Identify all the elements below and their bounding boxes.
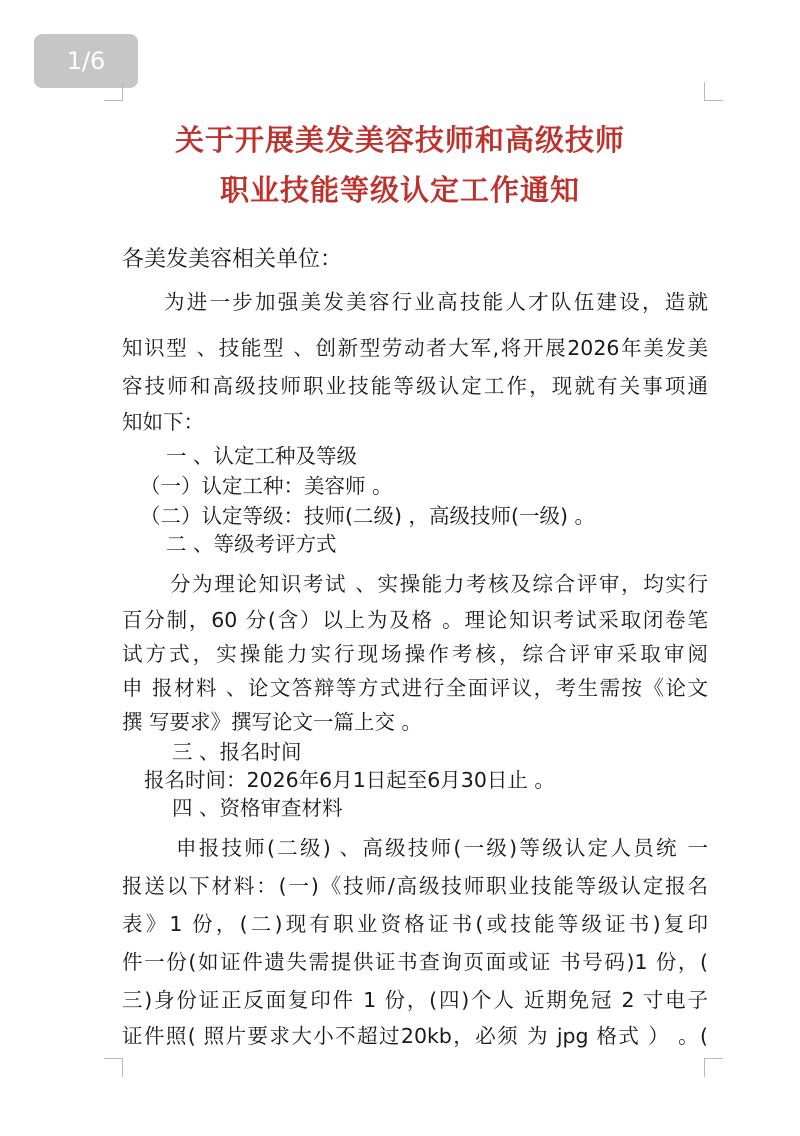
page-indicator: 1/6 (34, 34, 138, 88)
body-line: 分为理论知识考试 、实操能力考核及综合评审，均实行 (170, 572, 708, 596)
body-line: 申报技师(二级) 、高级技师(一级)等级认定人员统 一 (176, 836, 708, 860)
document-title-line-1: 关于开展美发美容技师和高级技师 (174, 123, 625, 157)
body-line: 试方式，实操能力实行现场操作考核，综合评审采取审阅 (122, 642, 708, 666)
margin-mark-bottom-right (704, 1058, 723, 1077)
document-title-line-2: 职业技能等级认定工作通知 (219, 173, 580, 207)
body-line: 件一份(如证件遗失需提供证书查询页面或证 书号码)1 份，( (122, 950, 708, 974)
body-line: 证件照( 照片要求大小不超过20kb，必须 为 jpg 格式 ） 。( (122, 1024, 708, 1048)
body-line: 为进一步加强美发美容行业高技能人才队伍建设，造就 (164, 290, 708, 314)
body-line: 报送以下材料：(一)《技师/高级技师职业技能等级认定报名 (122, 874, 708, 898)
margin-mark-bottom-left (104, 1058, 123, 1077)
body-line: 知如下： (122, 410, 204, 434)
body-line: （二）认定等级：技师(二级) ，高级技师(一级) 。 (140, 504, 596, 528)
margin-mark-top-left (104, 82, 123, 101)
section-heading: 三 、报名时间 (172, 740, 302, 764)
body-line: （一）认定工种：美容师 。 (140, 474, 393, 498)
body-line: 百分制，60 分(含）以上为及格 。理论知识考试采取闭卷笔 (122, 608, 708, 632)
margin-mark-top-right (704, 82, 723, 101)
body-line: 撰 写要求》撰写论文一篇上交 。 (122, 710, 423, 734)
section-heading: 二 、等级考评方式 (166, 532, 337, 556)
section-heading: 四 、资格审查材料 (172, 796, 343, 820)
salutation: 各美发美容相关单位： (122, 247, 343, 272)
body-line: 三)身份证正反面复印件 1 份，(四)个人 近期免冠 2 寸电子 (122, 988, 708, 1012)
body-line: 表》1 份，(二)现有职业资格证书(或技能等级证书)复印 (122, 912, 708, 936)
section-heading: 一 、认定工种及等级 (166, 444, 358, 468)
body-line: 报名时间：2026年6月1日起至6月30日止 。 (144, 768, 555, 792)
body-line: 知识型 、技能型 、创新型劳动者大军,将开展2026年美发美 (122, 336, 708, 360)
body-line: 容技师和高级技师职业技能等级认定工作，现就有关事项通 (122, 374, 708, 398)
body-line: 申 报材料 、论文答辩等方式进行全面评议，考生需按《论文 (122, 676, 708, 700)
